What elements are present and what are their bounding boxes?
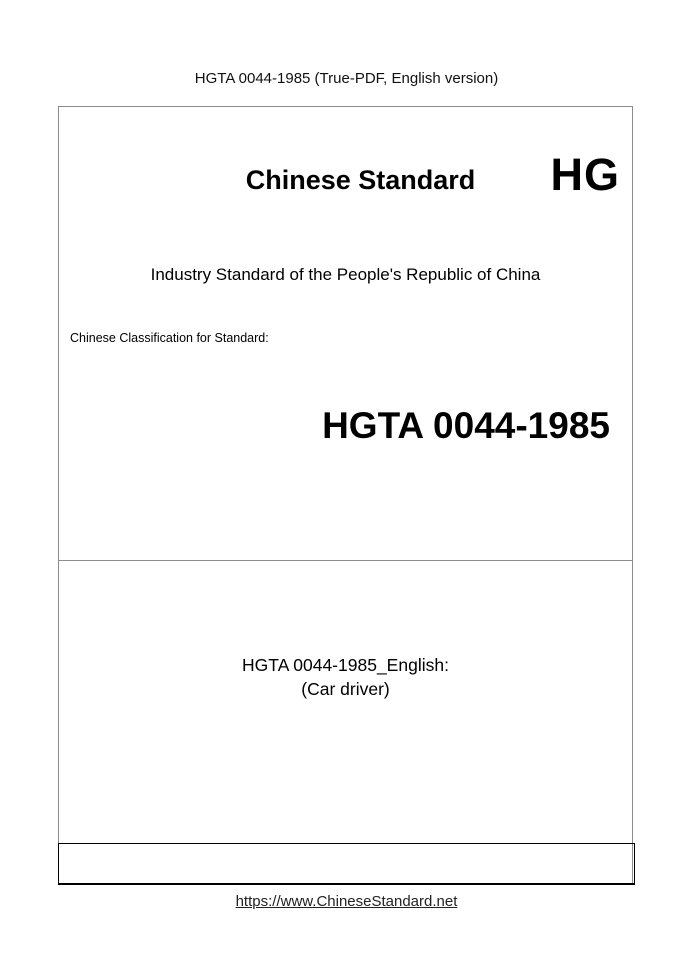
standard-number: HGTA 0044-1985 [322,405,610,446]
page-header: HGTA 0044-1985 (True-PDF, English version) [194,70,499,87]
cover-top-section [59,107,632,561]
issuer-line: Industry Standard of the People's Republic of China [150,265,541,284]
classification-label: Chinese Classification for Standard: [70,331,269,345]
cover-title-section [59,561,632,843]
standard-code-logo: HG [550,149,620,200]
english-title-line-1: HGTA 0044-1985_English: [242,655,449,675]
english-title-line-2: (Car driver) [301,679,390,699]
cover-bottom-box [58,843,635,885]
english-title [59,653,632,701]
document-kind-heading [59,165,632,196]
document-kind-text: Chinese Standard [245,165,476,195]
website-link[interactable]: https://www.ChineseStandard.net [235,893,458,910]
cover-frame [58,106,633,884]
